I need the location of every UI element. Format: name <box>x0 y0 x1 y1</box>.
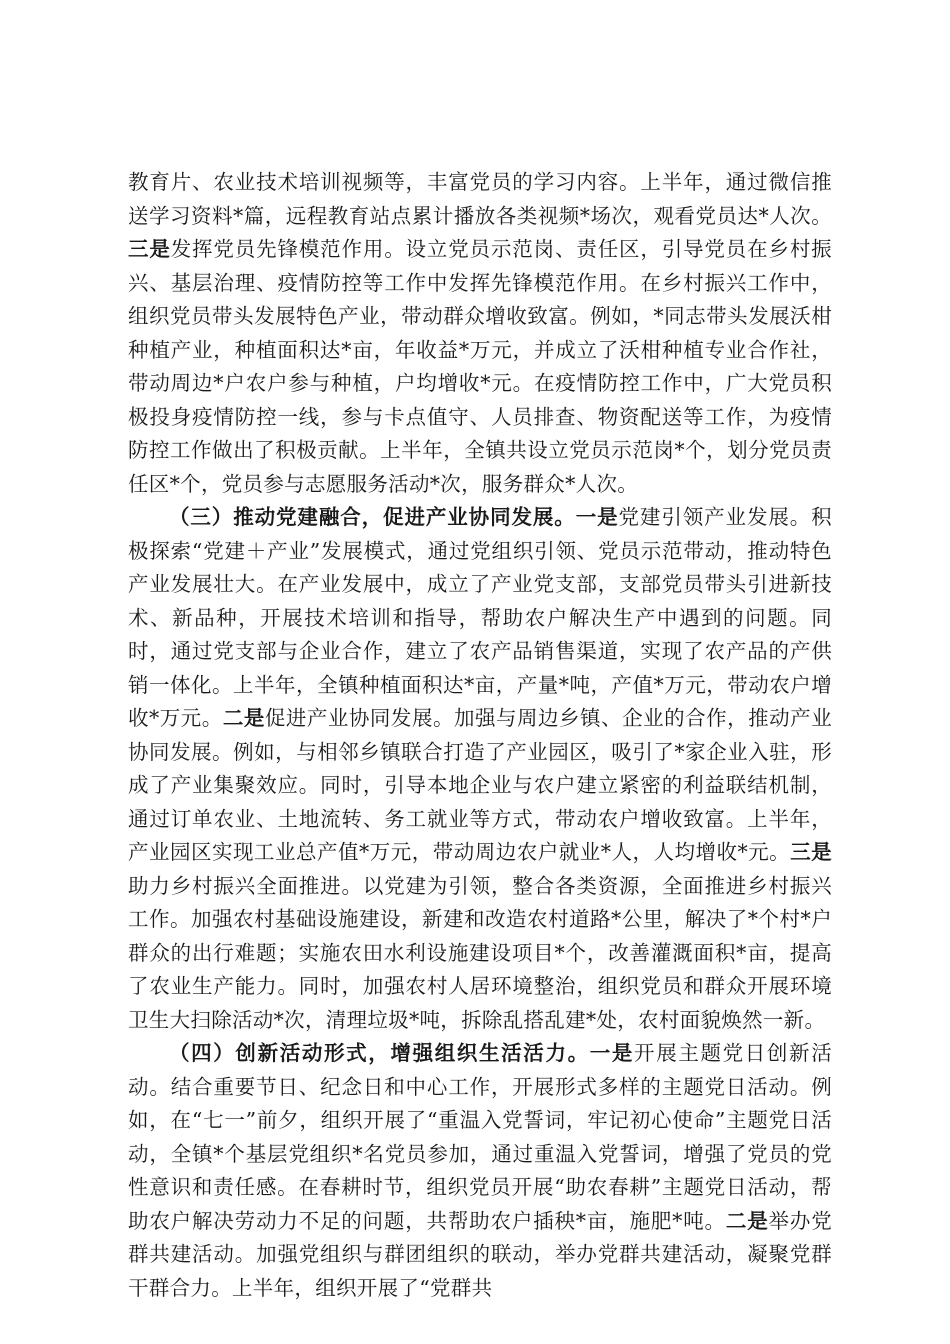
document-body <box>128 166 832 1305</box>
section-3-keyword: 二是 <box>222 706 265 730</box>
paragraph-1-keyword: 三是 <box>128 237 171 261</box>
section-4-text: 举办党群共建活动。加强党组织与群团组织的联动，举办党群共建活动，凝聚党群干群合力。上半年，组织开展了“党群共 <box>128 1208 832 1300</box>
section-4-heading: （四）创新活动形式，增强组织生活活力。 <box>169 1041 590 1065</box>
section-3-keyword: 一是 <box>575 505 619 529</box>
section-3-text: 助力乡村振兴全面推进。以党建为引领，整合各类资源，全面推进乡村振兴工作。加强农村基础设施建设，新建和改造农村道路*公里，解决了*个村*户群众的出行难题；实施农田水利设施建设项目*个，改善灌溉面积*亩，提高了农业生产能力。同时，加强农村人居环境整治，组织党员和群众开展环境卫生大扫除活动*次，清理垃圾*吨，拆除乱搭乱建*处，农村面貌焕然一新。 <box>128 873 832 1032</box>
paragraph-1-text: 发挥党员先锋模范作用。设立党员示范岗、责任区，引导党员在乡村振兴、基层治理、疫情防控等工作中发挥先锋模范作用。在乡村振兴工作中，组织党员带头发展特色产业，带动群众增收致富。例如，*同志带头发展沃柑种植产业，种植面积达*亩，年收益*万元，并成立了沃柑种植专业合作社，带动周边*户农户参与种植，户均增收*元。在疫情防控工作中，广大党员积极投身疫情防控一线，参与卡点值守、人员排查、物资配送等工作，为疫情防控工作做出了积极贡献。上半年，全镇共设立党员示范岗*个，划分党员责任区*个，党员参与志愿服务活动*次，服务群众*人次。 <box>128 237 832 496</box>
paragraph-1 <box>128 166 832 501</box>
section-3-keyword: 三是 <box>790 840 832 864</box>
section-3-text: 党建引领产业发展。积极探索“党建＋产业”发展模式，通过党组织引领、党员示范带动，推动特色产业发展壮大。在产业发展中，成立了产业党支部，支部党员带头引进新技术、新品种，开展技术培训和指导，帮助农户解决生产中遇到的问题。同时，通过党支部与企业合作，建立了农产品销售渠道，实现了农产品的产供销一体化。上半年，全镇种植面积达*亩，产量*吨，产值*万元，带动农户增收*万元。 <box>128 505 832 730</box>
section-4-keyword: 二是 <box>725 1208 769 1233</box>
section-4-text: 开展主题党日创新活动。结合重要节日、纪念日和中心工作，开展形式多样的主题党日活动。例如，在“七一”前夕，组织开展了“重温入党誓词，牢记初心使命”主题党日活动，全镇*个基层党组织*名党员参加，通过重温入党誓词，增强了党员的党性意识和责任感。在春耕时节，组织党员开展“助农春耕”主题党日活动，帮助农户解决劳动力不足的问题，共帮助农户插秧*亩，施肥*吨。 <box>128 1041 833 1233</box>
section-3-text: 促进产业协同发展。加强与周边乡镇、企业的合作，推动产业协同发展。例如，与相邻乡镇联合打造了产业园区，吸引了*家企业入驻，形成了产业集聚效应。同时，引导本地企业与农户建立紧密的利益联结机制，通过订单农业、土地流转、务工就业等方式，带动农户增收致富。上半年，产业园区实现工业总产值*万元，带动周边农户就业*人，人均增收*元。 <box>128 706 832 864</box>
section-3-heading: （三）推动党建融合，促进产业协同发展。 <box>169 505 576 529</box>
paragraph-section-3 <box>128 501 832 1037</box>
paragraph-1-text: 教育片、农业技术培训视频等，丰富党员的学习内容。上半年，通过微信推送学习资料*篇，远程教育站点累计播放各类视频*场次，观看党员达*人次。 <box>128 170 832 228</box>
paragraph-section-4 <box>128 1037 832 1305</box>
section-4-keyword: 一是 <box>589 1041 635 1065</box>
